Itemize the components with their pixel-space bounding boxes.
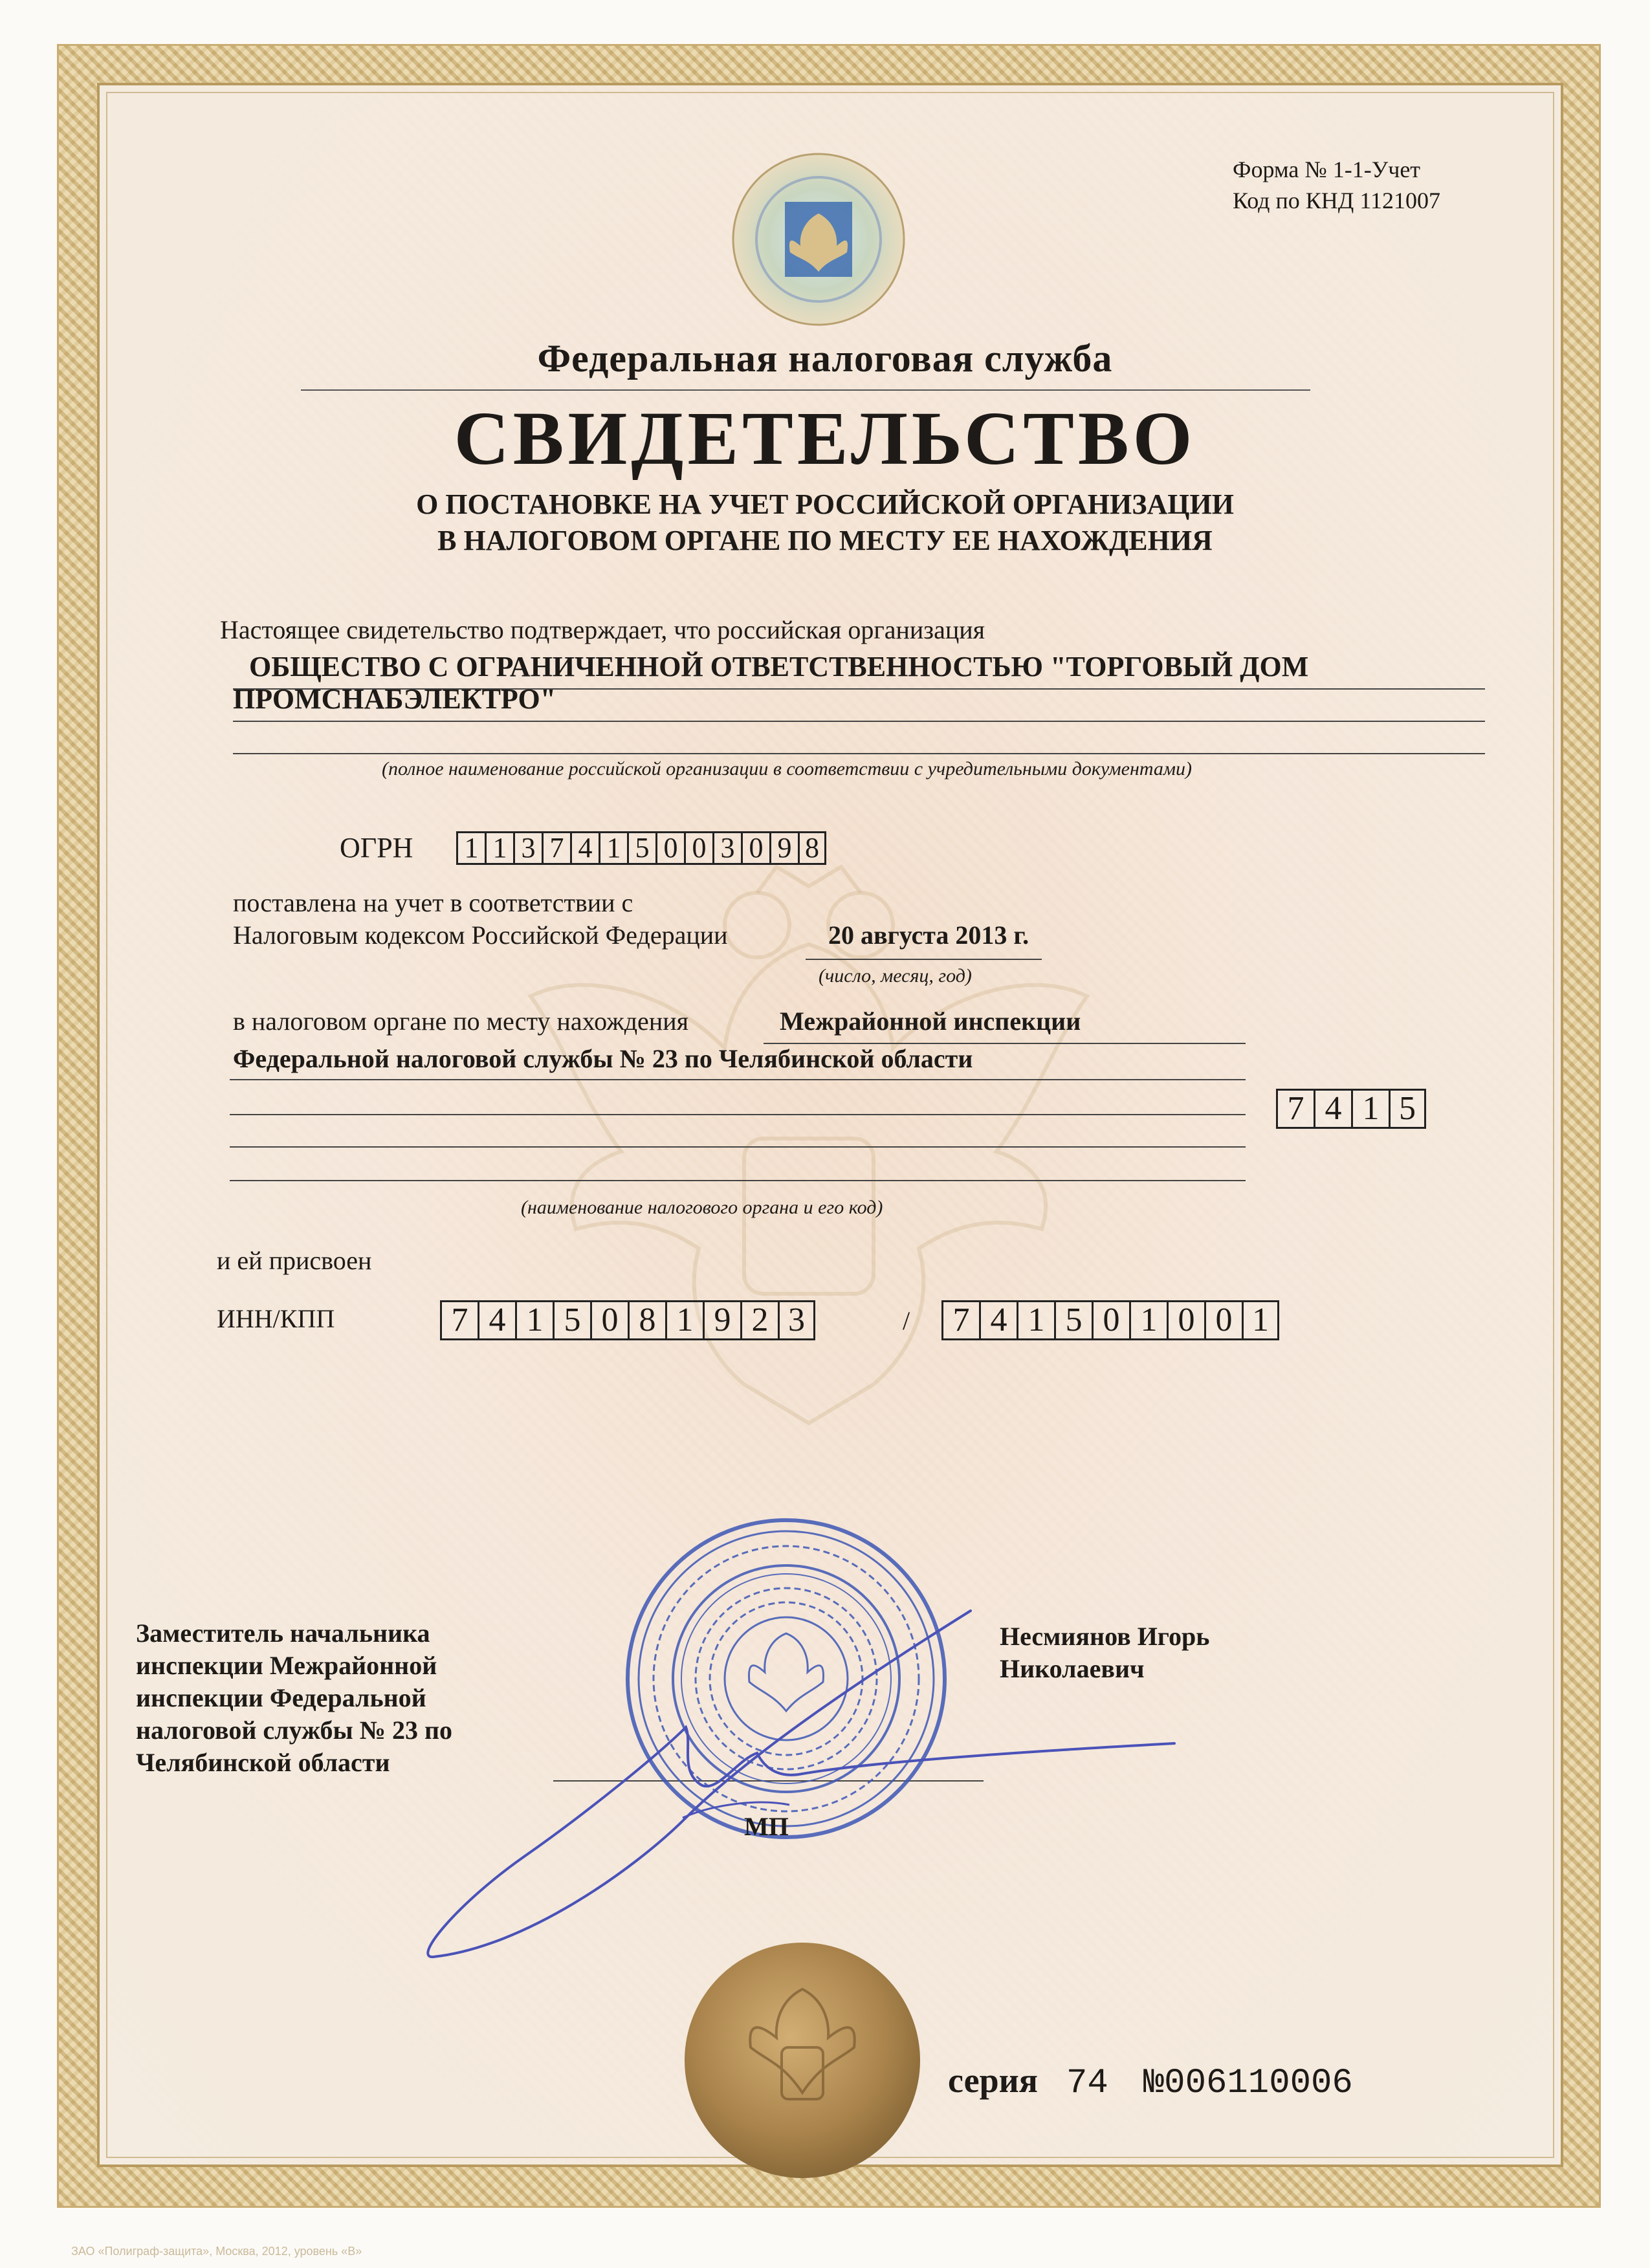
date-rule [806, 959, 1042, 960]
kpp-digit-cell: 1 [1017, 1300, 1054, 1340]
organization-name-line-1: ОБЩЕСТВО С ОГРАНИЧЕННОЙ ОТВЕТСТВЕННОСТЬЮ "ТОРГОВЫЙ ДОМ [249, 651, 1309, 682]
inn-digit-cell: 7 [440, 1300, 478, 1340]
ogrn-digit-cell: 8 [798, 831, 826, 865]
inn-kpp-label: ИНН/КПП [217, 1304, 335, 1333]
kpp-digit-cell: 1 [1129, 1300, 1167, 1340]
inn-digit-cell: 0 [590, 1300, 628, 1340]
ogrn-digit-cell: 3 [513, 831, 542, 865]
ogrn-digits [456, 831, 826, 865]
registration-date: 20 августа 2013 г. [828, 921, 1029, 950]
subtitle-line-1: О ПОСТАНОВКЕ НА УЧЕТ РОССИЙСКОЙ ОРГАНИЗАЦИИ [416, 488, 1234, 520]
document-title: СВИДЕТЕЛЬСТВО [454, 396, 1196, 481]
inn-digit-cell: 9 [703, 1300, 740, 1340]
registration-line-2: Налоговым кодексом Российской Федерации [233, 921, 728, 950]
tax-office-name-line-2: Федеральной налоговой службы № 23 по Челябинской области [233, 1044, 973, 1073]
inn-digit-cell: 8 [628, 1300, 665, 1340]
series-label: серия [948, 2061, 1038, 2100]
signatory-position-line-1: Заместитель начальника [136, 1619, 430, 1648]
kpp-digit-cell: 0 [1167, 1300, 1204, 1340]
kpp-digit-cell: 4 [979, 1300, 1017, 1340]
inn-digit-cell: 1 [665, 1300, 703, 1340]
office-rule-3 [230, 1114, 1246, 1115]
signatory-position-line-4: налоговой службы № 23 по [136, 1716, 453, 1745]
stamp-mark-label: МП [744, 1812, 789, 1841]
tax-office-note: (наименование налогового органа и его код) [521, 1197, 883, 1218]
inn-digit-cell: 3 [778, 1300, 815, 1340]
signatory-position-line-5: Челябинской области [136, 1748, 390, 1777]
organization-name-line-2: ПРОМСНАБЭЛЕКТРО" [233, 683, 556, 715]
ogrn-digit-cell: 4 [570, 831, 599, 865]
ogrn-digit-cell: 7 [542, 831, 570, 865]
office-code-digit-cell: 1 [1351, 1089, 1389, 1129]
signatory-position [136, 1617, 452, 1779]
tax-office-prefix: в налоговом органе по месту нахождения [233, 1007, 689, 1036]
signatory-name-line-1: Несмиянов Игорь [1000, 1622, 1210, 1651]
kpp-digit-cell: 0 [1092, 1300, 1129, 1340]
ogrn-digit-cell: 1 [485, 831, 513, 865]
ogrn-digit-cell: 9 [769, 831, 798, 865]
agency-underline [301, 389, 1310, 391]
office-rule-2 [230, 1079, 1246, 1080]
ogrn-digit-cell: 0 [684, 831, 712, 865]
inn-digit-cell: 2 [740, 1300, 778, 1340]
ogrn-label: ОГРН [340, 832, 413, 864]
form-number: Форма № 1-1-Учет [1233, 157, 1421, 182]
ogrn-digit-cell: 1 [599, 831, 627, 865]
agency-name: Федеральная налоговая служба [537, 337, 1113, 380]
subtitle-line-2: В НАЛОГОВОМ ОРГАНЕ ПО МЕСТУ ЕЕ НАХОЖДЕНИЯ [437, 525, 1213, 556]
serial-block [948, 2060, 1353, 2103]
ogrn-digit-cell: 0 [741, 831, 769, 865]
ogrn-digit-cell: 5 [627, 831, 655, 865]
office-code-digit-cell: 4 [1314, 1089, 1351, 1129]
kpp-digit-cell: 0 [1204, 1300, 1242, 1340]
kpp-digits [941, 1300, 1279, 1340]
tax-office-name-line-1: Межрайонной инспекции [780, 1007, 1081, 1036]
document-subtitle [0, 486, 1650, 559]
inn-digits [440, 1300, 815, 1340]
signatory-position-line-3: инспекции Федеральной [136, 1683, 426, 1712]
kpp-digit-cell: 7 [941, 1300, 979, 1340]
inn-digit-cell: 4 [478, 1300, 515, 1340]
knd-code: Код по КНД 1121007 [1233, 188, 1440, 213]
registration-line-1: поставлена на учет в соответствии с [233, 888, 633, 917]
office-code-digit-cell: 5 [1389, 1089, 1426, 1129]
name-rule-3 [233, 753, 1485, 754]
signatory-position-line-2: инспекции Межрайонной [136, 1651, 437, 1680]
organization-intro: Настоящее свидетельство подтверждает, что российская организация [220, 615, 985, 644]
ogrn-digit-cell: 3 [712, 831, 741, 865]
inn-kpp-separator: / [903, 1306, 910, 1335]
signatory-name-line-2: Николаевич [1000, 1654, 1145, 1683]
office-code-digit-cell: 7 [1276, 1089, 1314, 1129]
name-rule-2 [233, 721, 1485, 722]
kpp-digit-cell: 1 [1242, 1300, 1279, 1340]
gold-seal-icon [679, 1937, 925, 2183]
form-number-block [1233, 154, 1440, 216]
hologram-emblem-icon [728, 149, 909, 330]
serial-number: №006110006 [1143, 2064, 1353, 2103]
inn-digit-cell: 1 [515, 1300, 553, 1340]
organization-name-note: (полное наименование российской организации в соответствии с учредительными документами) [382, 758, 1193, 780]
inn-digit-cell: 5 [553, 1300, 590, 1340]
office-rule-5 [230, 1180, 1246, 1181]
assigned-label: и ей присвоен [217, 1246, 372, 1275]
date-note: (число, месяц, год) [819, 965, 972, 987]
office-rule-4 [230, 1146, 1246, 1148]
kpp-digit-cell: 5 [1054, 1300, 1092, 1340]
ogrn-digit-cell: 1 [456, 831, 485, 865]
tax-office-code-digits [1276, 1089, 1426, 1129]
series-value: 74 [1066, 2064, 1108, 2103]
signature-icon [414, 1604, 1178, 1967]
ogrn-digit-cell: 0 [655, 831, 684, 865]
printer-note: ЗАО «Полиграф-защита», Москва, 2012, уровень «В» [71, 2245, 362, 2258]
